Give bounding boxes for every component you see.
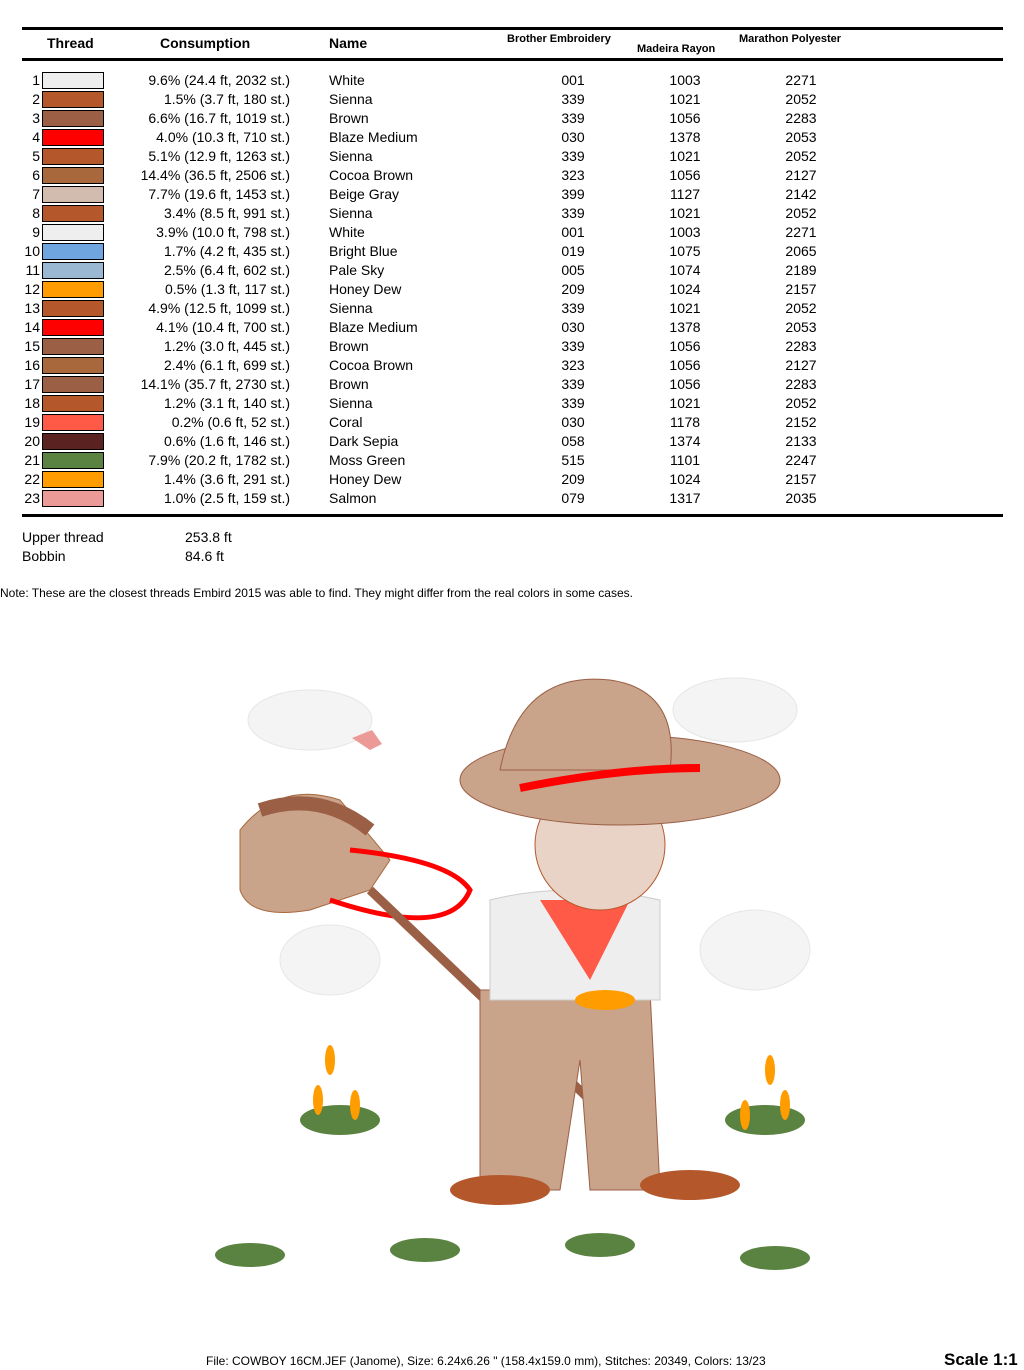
marathon-code: 2133: [785, 433, 817, 449]
embroidery-design-preview: [200, 660, 840, 1280]
consumption: 1.5% (3.7 ft, 180 st.): [163, 91, 290, 107]
color-swatch: [42, 452, 104, 469]
color-swatch: [42, 376, 104, 393]
file-info: File: COWBOY 16CM.JEF (Janome), Size: 6.24x6.26 " (158.4x159.0 mm), Stitches: 20349, Colors: 13/23: [206, 1354, 766, 1368]
table-row: [0, 109, 1024, 128]
upper-thread-value: 253.8 ft: [185, 529, 232, 545]
consumption: 2.5% (6.4 ft, 602 st.): [163, 262, 290, 278]
marathon-code: 2052: [785, 205, 817, 221]
thread-number: 21: [24, 452, 40, 468]
brother-code: 339: [561, 91, 585, 107]
madeira-code: 1021: [669, 205, 701, 221]
thread-name: Blaze Medium: [329, 129, 418, 145]
color-swatch: [42, 148, 104, 165]
color-swatch: [42, 205, 104, 222]
color-swatch: [42, 243, 104, 260]
thread-number: 18: [24, 395, 40, 411]
brother-code: 339: [561, 395, 585, 411]
marathon-code: 2052: [785, 300, 817, 316]
madeira-code: 1024: [669, 281, 701, 297]
thread-number: 7: [32, 186, 40, 202]
consumption: 4.0% (10.3 ft, 710 st.): [156, 129, 290, 145]
madeira-code: 1021: [669, 395, 701, 411]
madeira-code: 1021: [669, 300, 701, 316]
color-swatch: [42, 490, 104, 507]
brother-code: 001: [561, 224, 585, 240]
madeira-code: 1024: [669, 471, 701, 487]
table-bottom-rule: [22, 514, 1003, 517]
thread-name: Sienna: [329, 91, 373, 107]
consumption: 3.4% (8.5 ft, 991 st.): [163, 205, 290, 221]
madeira-code: 1074: [669, 262, 701, 278]
consumption: 4.1% (10.4 ft, 700 st.): [156, 319, 290, 335]
color-swatch: [42, 300, 104, 317]
marathon-code: 2052: [785, 148, 817, 164]
marathon-code: 2152: [785, 414, 817, 430]
madeira-code: 1178: [669, 414, 701, 430]
madeira-code: 1378: [669, 129, 701, 145]
brother-code: 030: [561, 129, 585, 145]
color-swatch: [42, 319, 104, 336]
thread-number: 16: [24, 357, 40, 373]
thread-name: Pale Sky: [329, 262, 385, 278]
thread-number: 5: [32, 148, 40, 164]
madeira-code: 1056: [669, 357, 701, 373]
color-swatch: [42, 338, 104, 355]
madeira-code: 1056: [669, 338, 701, 354]
thread-name: Dark Sepia: [329, 433, 399, 449]
thread-name: Sienna: [329, 300, 373, 316]
brother-code: 515: [561, 452, 585, 468]
table-row: [0, 432, 1024, 451]
marathon-code: 2127: [785, 357, 817, 373]
brother-code: 209: [561, 471, 585, 487]
madeira-code: 1056: [669, 110, 701, 126]
marathon-code: 2035: [785, 490, 817, 506]
madeira-code: 1056: [669, 376, 701, 392]
thread-name: Salmon: [329, 490, 377, 506]
madeira-code: 1374: [669, 433, 701, 449]
table-row: [0, 90, 1024, 109]
thread-number: 22: [24, 471, 40, 487]
thread-name: Brown: [329, 376, 369, 392]
consumption: 0.2% (0.6 ft, 52 st.): [171, 414, 290, 430]
color-swatch: [42, 167, 104, 184]
madeira-code: 1003: [669, 72, 701, 88]
madeira-code: 1075: [669, 243, 701, 259]
thread-number: 10: [24, 243, 40, 259]
color-swatch: [42, 433, 104, 450]
thread-name: Bright Blue: [329, 243, 398, 259]
brother-code: 019: [561, 243, 585, 259]
color-swatch: [42, 91, 104, 108]
marathon-code: 2283: [785, 376, 817, 392]
thread-number: 3: [32, 110, 40, 126]
madeira-code: 1021: [669, 148, 701, 164]
thread-name: Sienna: [329, 148, 373, 164]
marathon-code: 2053: [785, 319, 817, 335]
table-row: [0, 394, 1024, 413]
brother-code: 323: [561, 357, 585, 373]
table-row: [0, 299, 1024, 318]
thread-name: Blaze Medium: [329, 319, 418, 335]
madeira-code: 1101: [669, 452, 701, 468]
thread-number: 9: [32, 224, 40, 240]
brother-code: 005: [561, 262, 585, 278]
thread-name: Honey Dew: [329, 281, 402, 297]
color-swatch: [42, 414, 104, 431]
brother-code: 339: [561, 205, 585, 221]
table-row: [0, 318, 1024, 337]
consumption: 1.4% (3.6 ft, 291 st.): [163, 471, 290, 487]
madeira-code: 1317: [669, 490, 701, 506]
thread-number: 17: [24, 376, 40, 392]
thread-name: Sienna: [329, 205, 373, 221]
consumption: 5.1% (12.9 ft, 1263 st.): [148, 148, 290, 164]
consumption: 14.4% (36.5 ft, 2506 st.): [140, 167, 290, 183]
consumption: 1.2% (3.1 ft, 140 st.): [163, 395, 290, 411]
thread-name: Moss Green: [329, 452, 406, 468]
table-row: [0, 223, 1024, 242]
thread-number: 15: [24, 338, 40, 354]
thread-number: 11: [25, 262, 40, 278]
brother-code: 339: [561, 148, 585, 164]
thread-number: 2: [32, 91, 40, 107]
brother-code: 079: [561, 490, 585, 506]
brother-code: 339: [561, 338, 585, 354]
marathon-code: 2142: [785, 186, 817, 202]
thread-name: Coral: [329, 414, 363, 430]
thread-name: White: [329, 72, 365, 88]
thread-number: 23: [24, 490, 40, 506]
brother-code: 209: [561, 281, 585, 297]
color-swatch: [42, 72, 104, 89]
consumption: 0.5% (1.3 ft, 117 st.): [164, 281, 290, 297]
marathon-code: 2247: [785, 452, 817, 468]
thread-number: 19: [24, 414, 40, 430]
table-row: [0, 204, 1024, 223]
consumption: 0.6% (1.6 ft, 146 st.): [163, 433, 290, 449]
table-row: [0, 185, 1024, 204]
consumption: 2.4% (6.1 ft, 699 st.): [163, 357, 290, 373]
madeira-code: 1127: [669, 186, 701, 202]
marathon-code: 2157: [785, 281, 817, 297]
consumption: 9.6% (24.4 ft, 2032 st.): [148, 72, 290, 88]
color-swatch: [42, 262, 104, 279]
table-row: [0, 337, 1024, 356]
consumption: 7.7% (19.6 ft, 1453 st.): [148, 186, 290, 202]
table-row: [0, 147, 1024, 166]
color-swatch: [42, 471, 104, 488]
upper-thread-label: Upper thread: [22, 529, 104, 545]
madeira-code: 1056: [669, 167, 701, 183]
table-row: [0, 451, 1024, 470]
marathon-code: 2052: [785, 395, 817, 411]
marathon-code: 2283: [785, 338, 817, 354]
column-header-thread: Thread: [47, 35, 94, 51]
brother-code: 339: [561, 110, 585, 126]
madeira-code: 1021: [669, 91, 701, 107]
header-top-rule: [22, 27, 1003, 30]
table-row: [0, 242, 1024, 261]
thread-name: Brown: [329, 110, 369, 126]
thread-name: Cocoa Brown: [329, 357, 414, 373]
color-swatch: [42, 357, 104, 374]
consumption: 7.9% (20.2 ft, 1782 st.): [148, 452, 290, 468]
marathon-code: 2053: [785, 129, 817, 145]
thread-number: 20: [24, 433, 40, 449]
table-row: [0, 261, 1024, 280]
consumption: 1.0% (2.5 ft, 159 st.): [163, 490, 290, 506]
thread-number: 12: [24, 281, 40, 297]
brother-code: 339: [561, 376, 585, 392]
brother-code: 001: [561, 72, 585, 88]
marathon-code: 2283: [785, 110, 817, 126]
consumption: 6.6% (16.7 ft, 1019 st.): [148, 110, 290, 126]
thread-name: Brown: [329, 338, 369, 354]
column-header-consumption: Consumption: [160, 35, 251, 51]
column-header-brother: Brother Embroidery: [507, 33, 611, 45]
brother-code: 030: [561, 319, 585, 335]
thread-number: 6: [32, 167, 40, 183]
color-swatch: [42, 186, 104, 203]
marathon-code: 2271: [785, 224, 817, 240]
table-row: [0, 280, 1024, 299]
brother-code: 339: [561, 300, 585, 316]
thread-name: Cocoa Brown: [329, 167, 414, 183]
color-swatch: [42, 395, 104, 412]
consumption: 3.9% (10.0 ft, 798 st.): [156, 224, 290, 240]
marathon-code: 2271: [785, 72, 817, 88]
color-swatch: [42, 224, 104, 241]
thread-name: Sienna: [329, 395, 373, 411]
madeira-code: 1378: [669, 319, 701, 335]
consumption: 1.7% (4.2 ft, 435 st.): [163, 243, 290, 259]
brother-code: 058: [561, 433, 585, 449]
bobbin-value: 84.6 ft: [185, 548, 224, 564]
column-header-madeira: Madeira Rayon: [637, 43, 716, 55]
thread-name: Honey Dew: [329, 471, 402, 487]
thread-number: 14: [24, 319, 40, 335]
marathon-code: 2189: [785, 262, 817, 278]
consumption: 4.9% (12.5 ft, 1099 st.): [148, 300, 290, 316]
column-header-name: Name: [329, 35, 368, 51]
table-row: [0, 71, 1024, 90]
thread-name: Beige Gray: [329, 186, 400, 202]
note-text: Note: These are the closest threads Embird 2015 was able to find. They might differ from the real colors in some cases.: [0, 586, 633, 600]
color-swatch: [42, 110, 104, 127]
table-row: [0, 128, 1024, 147]
thread-number: 4: [32, 129, 40, 145]
brother-code: 323: [561, 167, 585, 183]
table-row: [0, 375, 1024, 394]
color-swatch: [42, 281, 104, 298]
table-row: [0, 489, 1024, 508]
consumption: 1.2% (3.0 ft, 445 st.): [163, 338, 290, 354]
marathon-code: 2127: [785, 167, 817, 183]
bobbin-label: Bobbin: [22, 548, 66, 564]
thread-number: 8: [32, 205, 40, 221]
table-row: [0, 470, 1024, 489]
brother-code: 399: [561, 186, 585, 202]
column-header-marathon: Marathon Polyester: [739, 33, 842, 45]
scale-label: Scale 1:1: [944, 1350, 1018, 1369]
table-row: [0, 356, 1024, 375]
thread-name: White: [329, 224, 365, 240]
brother-code: 030: [561, 414, 585, 430]
consumption: 14.1% (35.7 ft, 2730 st.): [140, 376, 290, 392]
madeira-code: 1003: [669, 224, 701, 240]
thread-number: 13: [24, 300, 40, 316]
table-row: [0, 166, 1024, 185]
marathon-code: 2157: [785, 471, 817, 487]
header-bottom-rule: [22, 58, 1003, 61]
marathon-code: 2052: [785, 91, 817, 107]
thread-number: 1: [32, 72, 40, 88]
marathon-code: 2065: [785, 243, 817, 259]
table-row: [0, 413, 1024, 432]
color-swatch: [42, 129, 104, 146]
